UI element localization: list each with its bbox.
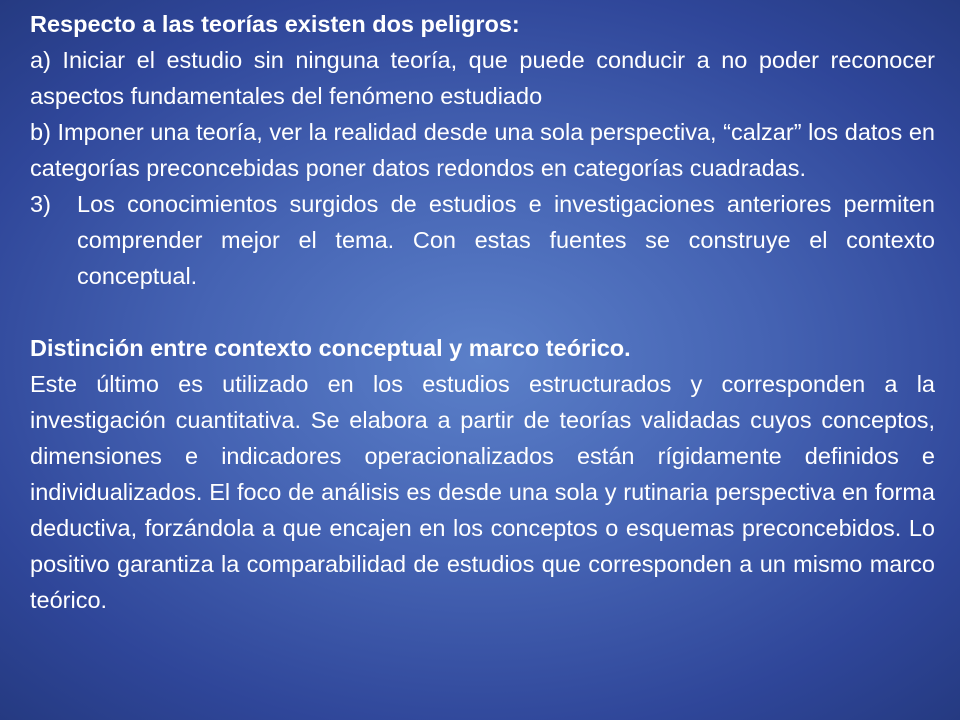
danger-item-b: b) Imponer una teoría, ver la realidad desde una sola perspectiva, “calzar” los datos en categorías preconcebidas poner datos redondos en categorías cuadradas. [30, 119, 935, 181]
item-3-text: Los conocimientos surgidos de estudios e investigaciones anteriores permiten comprender mejor el tema. Con estas fuentes se construye el contexto conceptual. [77, 191, 935, 289]
item-number: 3) [30, 191, 51, 217]
slide-content [30, 6, 935, 618]
distinction-body: Este último es utilizado en los estudios estructurados y corresponden a la investigación cuantitativa. Se elabora a partir de teorías validadas cuyos conceptos, dimensiones e indicadores operacionalizados están rígidamente definidos e individualizados. El foco de análisis es desde una sola y rutinaria perspectiva en forma deductiva, forzándola a que encajen en los conceptos o esquemas preconcebidos. Lo positivo garantiza la comparabilidad de estudios que corresponden a un mismo marco teórico. [30, 371, 935, 613]
numbered-item-3 [30, 186, 935, 294]
danger-item-a: a) Iniciar el estudio sin ninguna teoría, que puede conducir a no poder reconocer aspectos fundamentales del fenómeno estudiado [30, 47, 935, 109]
distinction-heading: Distinción entre contexto conceptual y marco teórico. [30, 335, 631, 361]
dangers-heading: Respecto a las teorías existen dos peligros: [30, 11, 520, 37]
blank-line [30, 294, 935, 330]
